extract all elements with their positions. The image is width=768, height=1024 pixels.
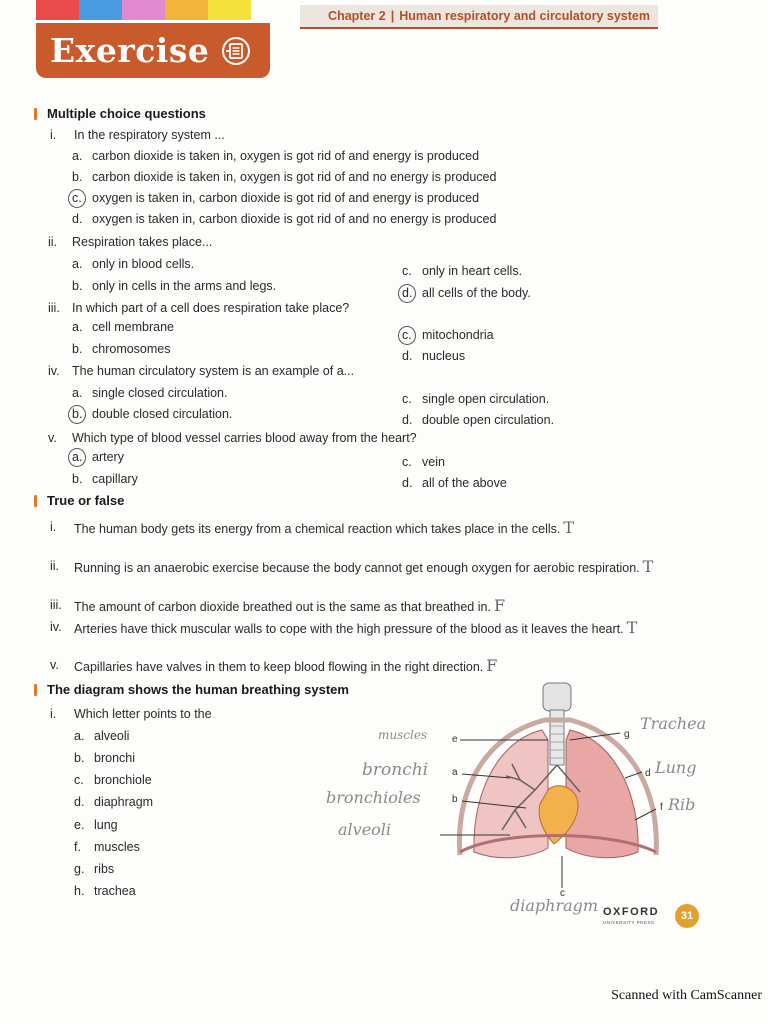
mcq-heading — [34, 106, 206, 121]
term-item: b. bronchi — [74, 751, 135, 765]
option-5a-selected: a. artery — [72, 450, 124, 464]
circled-answer-mark: c. — [72, 191, 92, 205]
strip-segment — [208, 0, 251, 20]
question-number: ii. — [48, 235, 58, 249]
question-number: i. — [50, 128, 57, 142]
question-number: iii. — [48, 301, 60, 315]
handwritten-answer: T — [563, 518, 575, 537]
color-strip — [36, 0, 251, 20]
diagram-letter-b: b — [452, 794, 458, 805]
tf-statement: Arteries have thick muscular walls to cope with the high pressure of the blood as it leaves the heart. — [74, 622, 624, 636]
tf-statement: Running is an anaerobic exercise because the body cannot get enough oxygen for aerobic respiration. — [74, 561, 640, 575]
notepad-icon — [221, 36, 251, 66]
diagram-heading — [34, 682, 349, 697]
lungs-diagram — [430, 680, 670, 900]
option-1a: a. carbon dioxide is taken in, oxygen is got rid of and energy is produced — [72, 149, 480, 163]
larynx-shape — [543, 683, 571, 711]
diagram-question: i. Which letter points to the — [50, 707, 212, 721]
tf-item-5: v. Capillaries have valves in them to keep blood flowing in the right direction. F — [50, 656, 498, 675]
publisher-logo: OXFORD — [603, 906, 660, 918]
exercise-banner — [36, 23, 270, 78]
chapter-title: Human respiratory and circulatory system — [399, 9, 650, 23]
option-4a: a. single closed circulation. — [72, 386, 228, 400]
option-4b-selected: b. double closed circulation. — [72, 407, 233, 421]
question-number: iv. — [48, 364, 60, 378]
handwritten-answer: F — [486, 656, 498, 675]
option-1d: d. oxygen is taken in, carbon dioxide is got rid of and no energy is produced — [72, 212, 497, 226]
question-1 — [50, 128, 225, 142]
option-4d: d. double open circulation. — [402, 413, 555, 427]
chapter-label: Chapter 2 — [328, 9, 386, 23]
tf-statement: The human body gets its energy from a chemical reaction which takes place in the cells. — [74, 522, 561, 536]
tf-statement: The amount of carbon dioxide breathed out is the same as that breathed in. — [74, 600, 491, 614]
option-5b: b. capillary — [72, 472, 138, 486]
true-false-heading — [34, 493, 124, 508]
question-3 — [48, 301, 349, 315]
strip-segment — [165, 0, 208, 20]
tf-item-4: iv. Arteries have thick muscular walls to cope with the high pressure of the blood as it leaves the heart. T — [50, 618, 638, 637]
question-text: Respiration takes place... — [72, 235, 213, 249]
question-4 — [48, 364, 354, 378]
tf-statement: Capillaries have valves in them to keep blood flowing in the right direction. — [74, 660, 484, 674]
section-marker — [34, 108, 37, 120]
handwritten-bronchioles: bronchioles — [326, 788, 421, 807]
tf-item-3: iii. The amount of carbon dioxide breathed out is the same as that breathed in. F — [50, 596, 506, 615]
handwritten-diaphragm: diaphragm — [510, 896, 599, 915]
term-item: f. muscles — [74, 840, 140, 854]
circled-answer-mark: a. — [72, 450, 92, 464]
question-text: Which type of blood vessel carries blood away from the heart? — [72, 431, 417, 445]
handwritten-answer: T — [626, 618, 638, 637]
option-3b: b. chromosomes — [72, 342, 171, 356]
diagram-letter-d: d — [645, 768, 651, 779]
exercise-title: Exercise — [50, 31, 210, 70]
scanner-watermark: Scanned with CamScanner — [611, 988, 762, 1003]
option-3c-selected: c. mitochondria — [402, 328, 494, 342]
true-false-heading-text: True or false — [47, 493, 125, 508]
strip-segment — [122, 0, 165, 20]
option-1b: b. carbon dioxide is taken in, oxygen is got rid of and no energy is produced — [72, 170, 497, 184]
option-3a: a. cell membrane — [72, 320, 174, 334]
option-5c: c. vein — [402, 455, 445, 469]
handwritten-alveoli: alveoli — [338, 820, 392, 839]
diagram-letter-f: f — [660, 802, 663, 813]
term-item: d. diaphragm — [74, 795, 154, 809]
option-4c: c. single open circulation. — [402, 392, 550, 406]
question-2 — [48, 235, 212, 249]
circled-answer-mark: b. — [72, 407, 92, 421]
diagram-letter-e: e — [452, 734, 458, 745]
option-5d: d. all of the above — [402, 476, 507, 490]
option-2c: c. only in heart cells. — [402, 264, 523, 278]
question-text: The human circulatory system is an example of a... — [72, 364, 355, 378]
question-number: v. — [48, 431, 57, 445]
handwritten-trachea: Trachea — [640, 714, 707, 733]
circled-answer-mark: c. — [402, 328, 422, 342]
option-1c-selected: c. oxygen is taken in, carbon dioxide is got rid of and energy is produced — [72, 191, 480, 205]
option-3d: d. nucleus — [402, 349, 466, 363]
handwritten-answer: T — [642, 557, 654, 576]
handwritten-bronchi: bronchi — [362, 760, 429, 780]
term-item: g. ribs — [74, 862, 115, 876]
strip-segment — [36, 0, 79, 20]
option-2b: b. only in cells in the arms and legs. — [72, 279, 277, 293]
question-5 — [48, 431, 417, 445]
diagram-letter-c: c — [560, 888, 565, 899]
diagram-heading-text: The diagram shows the human breathing system — [47, 682, 349, 697]
handwritten-rib: Rib — [668, 795, 696, 814]
tf-item-1: i. The human body gets its energy from a chemical reaction which takes place in the cells. T — [50, 518, 575, 537]
chapter-header: Chapter 2 | Human respiratory and circulatory system — [300, 5, 658, 29]
tf-item-2: ii. Running is an anaerobic exercise because the body cannot get enough oxygen for aerobic respiration. T — [50, 557, 654, 576]
term-item: h. trachea — [74, 884, 136, 898]
option-2d-selected: d. all cells of the body. — [402, 286, 531, 300]
diagram-letter-a: a — [452, 767, 458, 778]
publisher-subtitle: UNIVERSITY PRESS — [603, 920, 655, 925]
page-number-badge: 31 — [675, 904, 699, 928]
strip-segment — [79, 0, 122, 20]
section-marker — [34, 495, 37, 507]
option-2a: a. only in blood cells. — [72, 257, 195, 271]
handwritten-lung: Lung — [655, 758, 697, 777]
diagram-letter-g: g — [624, 729, 630, 740]
term-item: c. bronchiole — [74, 773, 152, 787]
question-text: In the respiratory system ... — [74, 128, 225, 142]
term-item: a. alveoli — [74, 729, 130, 743]
term-item: e. lung — [74, 818, 118, 832]
question-text: In which part of a cell does respiration take place? — [72, 301, 350, 315]
mcq-heading-text: Multiple choice questions — [47, 106, 206, 121]
circled-answer-mark: d. — [402, 286, 422, 300]
handwritten-answer: F — [493, 596, 506, 615]
section-marker — [34, 684, 37, 696]
handwritten-muscles: muscles — [378, 728, 428, 742]
